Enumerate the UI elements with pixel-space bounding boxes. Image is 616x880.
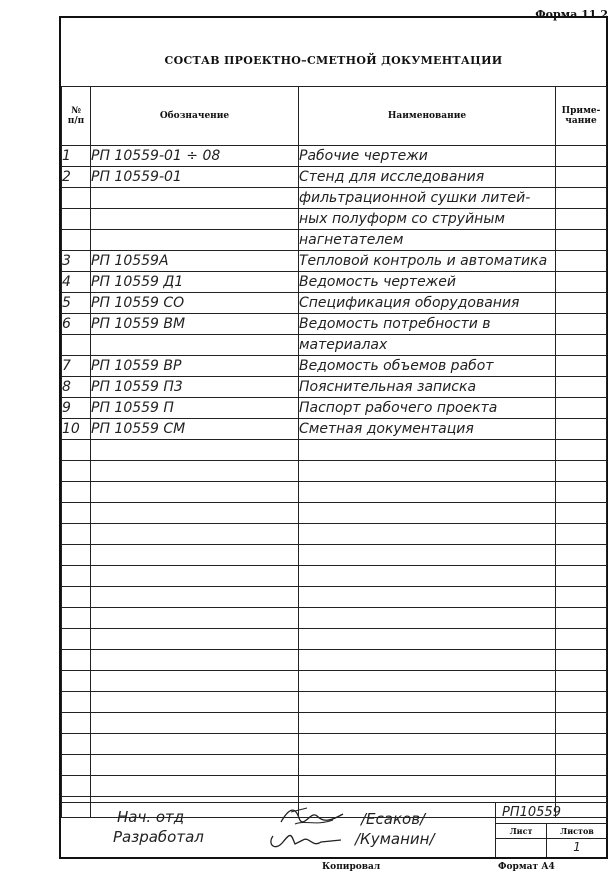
row-name <box>299 524 556 545</box>
row-code <box>91 650 299 671</box>
row-note <box>556 209 607 230</box>
row-note <box>556 377 607 398</box>
row-note <box>556 650 607 671</box>
row-number: 8 <box>62 377 91 398</box>
row-note <box>556 251 607 272</box>
row-note <box>556 482 607 503</box>
row-code: РП 10559 ВМ <box>91 314 299 335</box>
row-code: РП 10559 Д1 <box>91 272 299 293</box>
row-name <box>299 440 556 461</box>
row-note <box>556 398 607 419</box>
document-title: СОСТАВ ПРОЕКТНО–СМЕТНОЙ ДОКУМЕНТАЦИИ <box>164 54 503 67</box>
row-code <box>91 713 299 734</box>
row-note <box>556 587 607 608</box>
row-note <box>556 461 607 482</box>
row-name <box>299 734 556 755</box>
row-note <box>556 755 607 776</box>
person-1: /Есаков/ <box>361 810 426 828</box>
row-code <box>91 230 299 251</box>
table-row <box>62 650 607 671</box>
table-row <box>62 524 607 545</box>
row-name <box>299 482 556 503</box>
table-row <box>62 188 607 209</box>
table-row <box>62 755 607 776</box>
row-name: фильтрационной сушки литей- <box>299 188 556 209</box>
row-name: материалах <box>299 335 556 356</box>
row-note <box>556 734 607 755</box>
row-code: РП 10559-01 <box>91 167 299 188</box>
row-name: Сметная документация <box>299 419 556 440</box>
row-note <box>556 272 607 293</box>
table-row <box>62 335 607 356</box>
row-name <box>299 713 556 734</box>
header-name: Наименование <box>299 87 556 146</box>
row-code: РП 10559 П3 <box>91 377 299 398</box>
row-code <box>91 692 299 713</box>
row-number <box>62 545 91 566</box>
row-code: РП 10559 СМ <box>91 419 299 440</box>
row-note <box>556 293 607 314</box>
row-code <box>91 629 299 650</box>
row-note <box>556 356 607 377</box>
row-note <box>556 188 607 209</box>
table-row <box>62 440 607 461</box>
row-number <box>62 566 91 587</box>
row-name <box>299 671 556 692</box>
row-code <box>91 461 299 482</box>
row-name: ных полуформ со струйным <box>299 209 556 230</box>
row-name: Ведомость объемов работ <box>299 356 556 377</box>
signature-1 <box>277 804 347 830</box>
row-code <box>91 503 299 524</box>
row-name <box>299 755 556 776</box>
row-name: нагнетателем <box>299 230 556 251</box>
row-code: РП 10559 П <box>91 398 299 419</box>
row-name: Спецификация оборудования <box>299 293 556 314</box>
row-note <box>556 167 607 188</box>
row-note <box>556 566 607 587</box>
row-name: Рабочие чертежи <box>299 146 556 167</box>
table-row <box>62 230 607 251</box>
table-row <box>62 293 607 314</box>
row-note <box>556 671 607 692</box>
row-note <box>556 503 607 524</box>
table-row <box>62 209 607 230</box>
table-row <box>62 587 607 608</box>
row-name <box>299 503 556 524</box>
table-row <box>62 692 607 713</box>
table-row <box>62 377 607 398</box>
role-head-of-department: Нач. отд <box>117 808 185 826</box>
row-number: 5 <box>62 293 91 314</box>
row-code <box>91 188 299 209</box>
row-number: 2 <box>62 167 91 188</box>
row-name <box>299 461 556 482</box>
format-label: Формат А4 <box>498 862 555 872</box>
row-number: 7 <box>62 356 91 377</box>
sheet-info <box>495 802 607 857</box>
row-code <box>91 440 299 461</box>
sheet-label: Лист <box>496 824 547 839</box>
header-number: № п/п <box>62 87 91 146</box>
row-code <box>91 608 299 629</box>
table-row <box>62 398 607 419</box>
row-code: РП 10559-01 ÷ 08 <box>91 146 299 167</box>
row-number <box>62 230 91 251</box>
documents-table <box>61 86 607 818</box>
signature-2 <box>265 828 345 854</box>
table-row <box>62 545 607 566</box>
form-number: Форма 11.2 <box>535 8 608 21</box>
role-developer: Разработал <box>113 828 204 846</box>
table-row <box>62 146 607 167</box>
row-note <box>556 335 607 356</box>
document-code: РП10559 <box>496 802 607 824</box>
row-name <box>299 587 556 608</box>
row-note <box>556 314 607 335</box>
row-name: Ведомость чертежей <box>299 272 556 293</box>
table-row <box>62 608 607 629</box>
row-code: РП 10559А <box>91 251 299 272</box>
copied-label: Копировал <box>322 862 381 872</box>
table-row <box>62 776 607 797</box>
header-code: Обозначение <box>91 87 299 146</box>
row-note <box>556 776 607 797</box>
row-note <box>556 545 607 566</box>
row-number <box>62 755 91 776</box>
table-row <box>62 629 607 650</box>
row-name: Паспорт рабочего проекта <box>299 398 556 419</box>
title-block <box>61 802 606 857</box>
row-number <box>62 188 91 209</box>
row-number: 1 <box>62 146 91 167</box>
row-number <box>62 461 91 482</box>
row-number <box>62 692 91 713</box>
row-note <box>556 713 607 734</box>
row-number <box>62 671 91 692</box>
table-row <box>62 671 607 692</box>
row-number: 4 <box>62 272 91 293</box>
table-row <box>62 713 607 734</box>
row-code <box>91 734 299 755</box>
row-name <box>299 776 556 797</box>
row-code <box>91 755 299 776</box>
row-code <box>91 566 299 587</box>
row-number <box>62 482 91 503</box>
table-row <box>62 482 607 503</box>
document-sheet <box>59 16 608 859</box>
row-number <box>62 650 91 671</box>
table-row <box>62 461 607 482</box>
row-note <box>556 230 607 251</box>
row-number <box>62 713 91 734</box>
row-code: РП 10559 ВР <box>91 356 299 377</box>
row-code <box>91 671 299 692</box>
row-code <box>91 524 299 545</box>
table-row <box>62 251 607 272</box>
row-note <box>556 419 607 440</box>
row-name: Тепловой контроль и автоматика <box>299 251 556 272</box>
table-row <box>62 566 607 587</box>
row-note <box>556 146 607 167</box>
row-name: Ведомость потребности в <box>299 314 556 335</box>
row-number <box>62 608 91 629</box>
row-code: РП 10559 СО <box>91 293 299 314</box>
row-number <box>62 524 91 545</box>
row-number <box>62 335 91 356</box>
row-code <box>91 587 299 608</box>
row-number <box>62 734 91 755</box>
row-code <box>91 776 299 797</box>
row-note <box>556 692 607 713</box>
table-row <box>62 503 607 524</box>
row-number <box>62 587 91 608</box>
table-row <box>62 314 607 335</box>
sheets-count: 1 <box>573 840 581 854</box>
row-code <box>91 209 299 230</box>
row-number: 10 <box>62 419 91 440</box>
row-note <box>556 608 607 629</box>
row-name <box>299 545 556 566</box>
row-code <box>91 482 299 503</box>
row-number <box>62 440 91 461</box>
table-row <box>62 419 607 440</box>
row-number <box>62 629 91 650</box>
header-note: Приме- чание <box>556 87 607 146</box>
row-name <box>299 650 556 671</box>
row-number <box>62 503 91 524</box>
row-note <box>556 629 607 650</box>
table-row <box>62 734 607 755</box>
row-note <box>556 440 607 461</box>
row-name <box>299 608 556 629</box>
row-number: 6 <box>62 314 91 335</box>
row-code <box>91 335 299 356</box>
row-name: Стенд для исследования <box>299 167 556 188</box>
table-row <box>62 167 607 188</box>
row-number: 9 <box>62 398 91 419</box>
row-name: Пояснительная записка <box>299 377 556 398</box>
row-code <box>91 545 299 566</box>
row-name <box>299 566 556 587</box>
table-row <box>62 272 607 293</box>
person-2: /Куманин/ <box>355 830 435 848</box>
sheets-label: Листов <box>547 824 607 839</box>
row-number <box>62 776 91 797</box>
row-number <box>62 209 91 230</box>
row-name <box>299 629 556 650</box>
row-number: 3 <box>62 251 91 272</box>
row-name <box>299 692 556 713</box>
table-row <box>62 356 607 377</box>
row-note <box>556 524 607 545</box>
